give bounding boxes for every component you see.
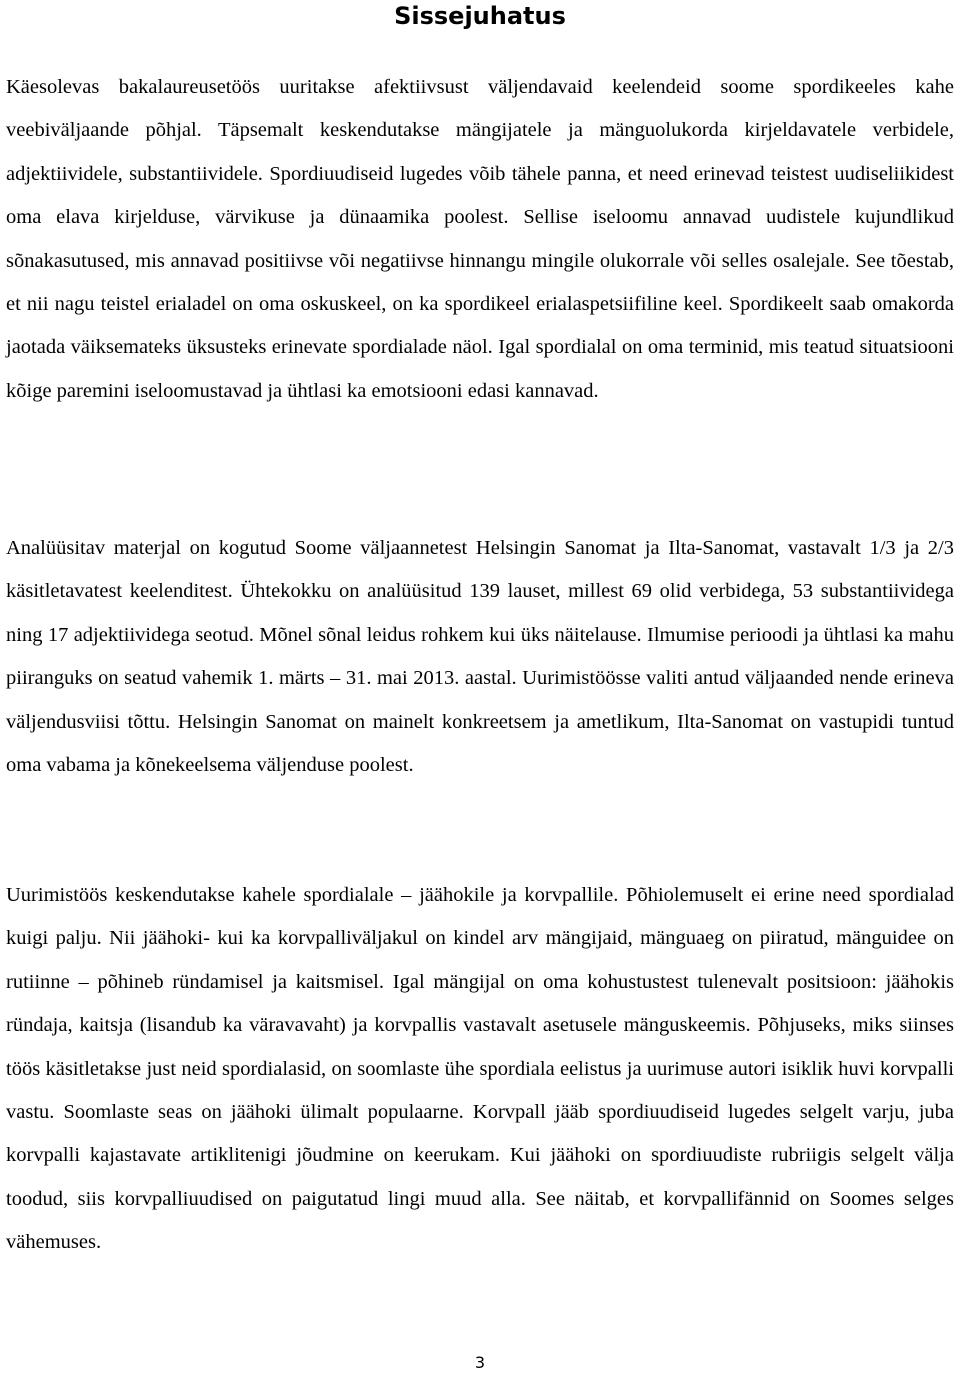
page-number: 3 <box>474 1353 486 1372</box>
paragraph-sports: Uurimistöös keskendutakse kahele spordialale – jäähokile ja korvpallile. Põhiolemuselt ei erine need spordialad kuigi palju. Nii jäähoki- kui ka korvpalliväljakul on kindel arv mängijaid, mänguaeg on piiratud, mänguidee on rutiinne – põhineb ründamisel ja kaitsmisel. Igal mängijal on oma kohustustest tulenevalt positsioon: jäähokis ründaja, kaitsja (lisandub ka väravavaht) ja korvpallis vastavalt asetusele mänguskeemis. Põhjuseks, miks siinses töös käsitletakse just neid spordialasid, on soomlaste ühe spordiala eelistus ja uurimuse autori isiklik huvi korvpalli vastu. Soomlaste seas on jäähoki ülimalt populaarne. Korvpall jääb spordiuudiseid lugedes selgelt varju, juba korvpalli kajastavate artiklitenigi jõudmine on keerukam. Kui jäähoki on spordiuudiste rubriigis selgelt välja toodud, siis korvpalliuudised on paigutatud lingi muud alla. See näitab, et korvpallifännid on Soomes selges vähemuses. <box>6 884 954 1254</box>
paragraph-material: Analüüsitav materjal on kogutud Soome väljaannetest Helsingin Sanomat ja Ilta-Sanomat, vastavalt 1/3 ja 2/3 käsitletavatest keelenditest. Ühtekokku on analüüsitud 139 lauset, millest 69 olid verbidega, 53 substantiividega ning 17 adjektiividega seotud. Mõnel sõnal leidus rohkem kui üks näitelause. Ilmumise perioodi ja ühtlasi ka mahu piiranguks on seatud vahemik 1. märts – 31. mai 2013. aastal. Uurimistöösse valiti antud väljaanded nende erineva väljendusviisi tõttu. Helsingin Sanomat on mainelt konkreetsem ja ametlikum, Ilta-Sanomat on vastupidi tuntud oma vabama ja kõnekeelsema väljenduse poolest. <box>6 537 954 777</box>
paragraph-intro: Käesolevas bakalaureusetöös uuritakse afektiivsust väljendavaid keelendeid soome spordikeeles kahe veebiväljaande põhjal. Täpsemalt keskendutakse mängijatele ja mänguolukorda kirjeldavatele verbidele, adjektiividele, substantiividele. Spordiuudiseid lugedes võib tähele panna, et need erinevad teistest uudiseliikidest oma elava kirjelduse, värvikuse ja dünaamika poolest. Sellise iseloomu annavad uudistele kujundlikud sõnakasutused, mis annavad positiivse või negatiivse hinnangu mingile olukorrale või selles osalejale. See tõestab, et nii nagu teistel erialadel on oma oskuskeel, on ka spordikeel erialaspetsiifiline keel. Spordikeelt saab omakorda jaotada väiksemateks üksusteks erinevate spordialade näol. Igal spordialal on oma terminid, mis teatud situatsiooni kõige paremini iseloomustavad ja ühtlasi ka emotsiooni edasi kannavad. <box>6 76 954 402</box>
section-heading: Sissejuhatus <box>394 2 566 30</box>
